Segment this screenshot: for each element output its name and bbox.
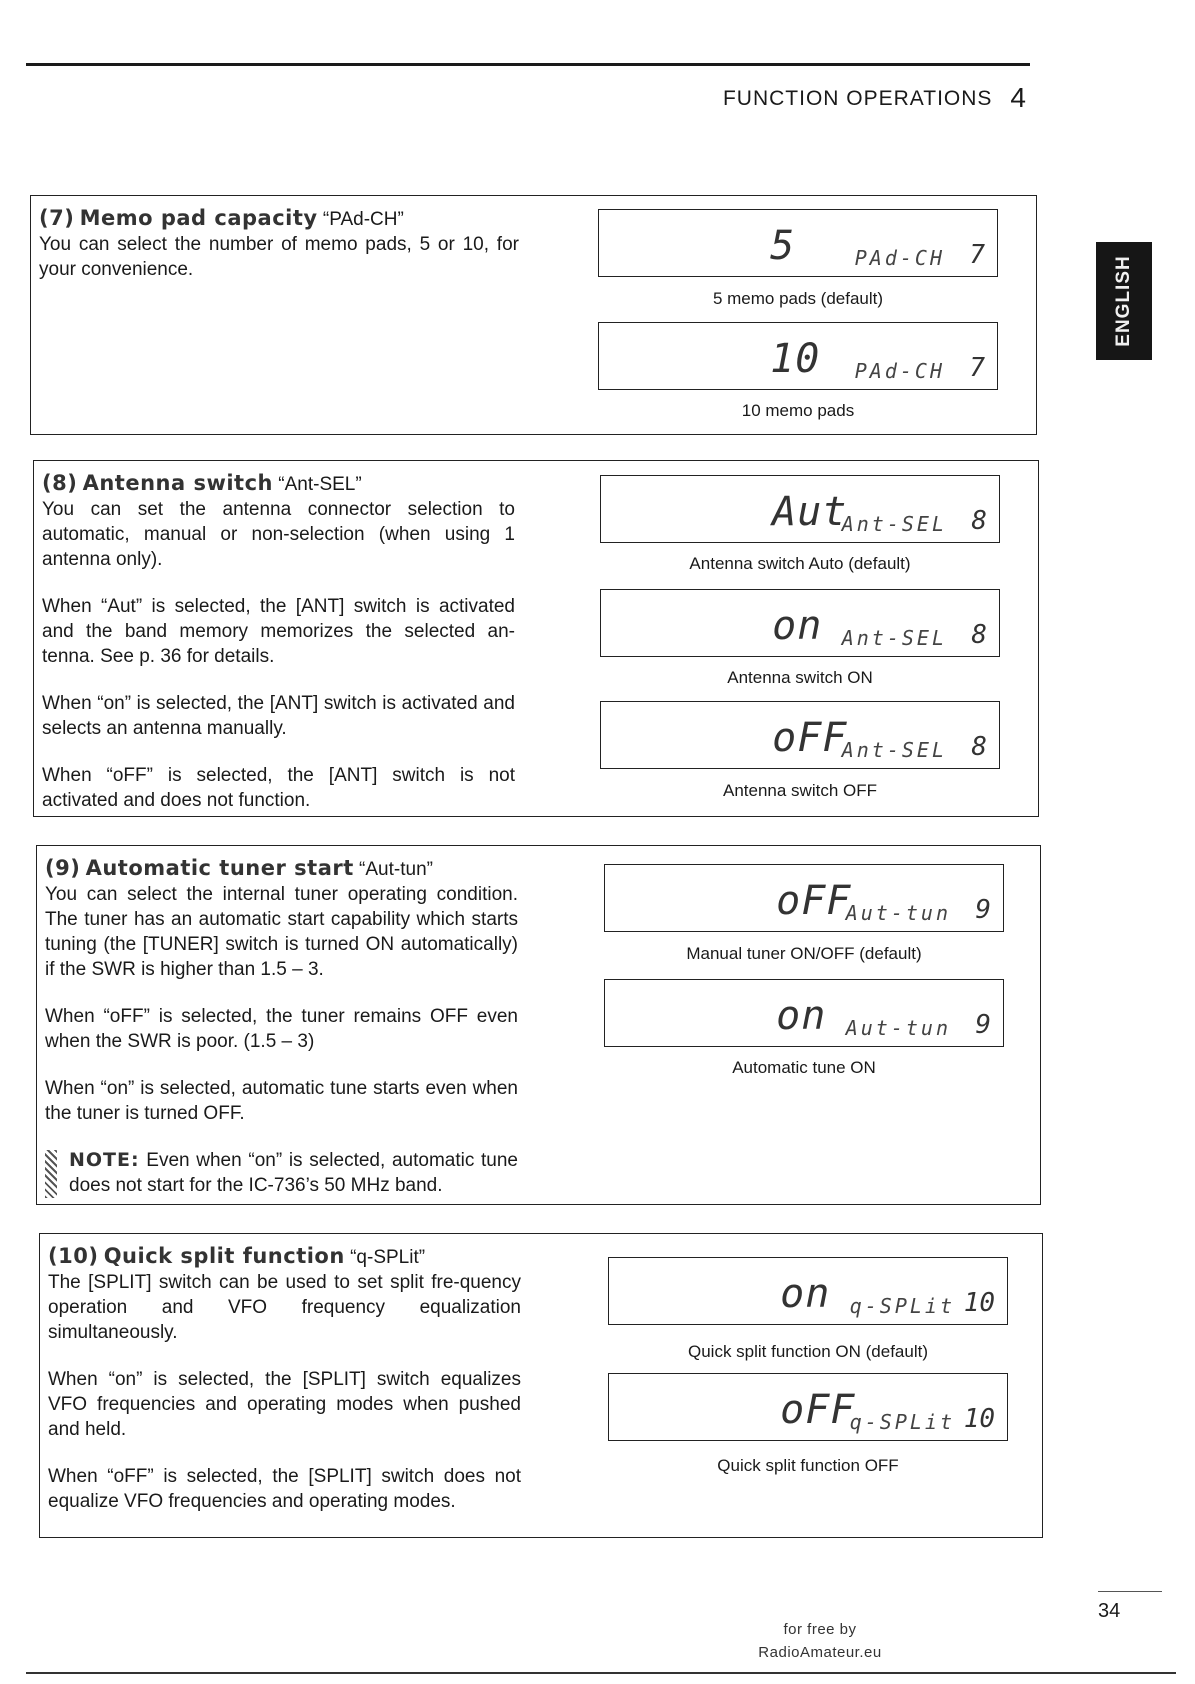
lcd-caption: Antenna switch ON <box>727 668 873 687</box>
lcd-display <box>598 209 998 277</box>
chapter-number: 4 <box>1010 82 1027 113</box>
lcd-item-name: PAd-CH <box>854 246 945 270</box>
lcd-item-name: Ant-SEL <box>841 738 947 762</box>
lcd-item-name: PAd-CH <box>854 359 945 383</box>
lcd-item-number: 8 <box>971 506 987 536</box>
lcd-item-name: Aut-tun <box>845 1016 951 1040</box>
lcd-display <box>600 475 1000 543</box>
lcd-caption: 10 memo pads <box>741 401 855 420</box>
lcd-value: oFF <box>772 715 848 761</box>
section-title: (7) Memo pad capacity “PAd-CH” <box>39 206 404 230</box>
page-header <box>723 80 1027 112</box>
lcd-caption: Antenna switch OFF <box>722 781 877 800</box>
note-marker <box>45 1150 57 1198</box>
section-antenna-switch <box>33 460 1039 817</box>
paragraph: When “on” is selected, automatic tune starts even when the tuner is turned OFF. <box>45 1078 518 1124</box>
lcd-item-name: q-SPLit <box>849 1410 955 1434</box>
lcd-item-number: 10 <box>963 1404 995 1434</box>
lcd-value: 10 <box>770 336 821 382</box>
lcd-caption: Quick split function OFF <box>717 1456 899 1475</box>
language-tab-label: ENGLISH <box>1113 255 1134 347</box>
page-number-rule <box>1098 1591 1162 1592</box>
lcd-display <box>608 1257 1008 1325</box>
section-memo-pad-capacity <box>30 195 1037 435</box>
footer <box>745 1618 895 1664</box>
lcd-value: on <box>780 1271 831 1317</box>
section-title: (8) Antenna switch “Ant-SEL” <box>42 471 362 495</box>
paragraph: The [SPLIT] switch can be used to set split fre-quency operation and VFO frequency equalization simultaneously. <box>48 1272 521 1343</box>
language-tab <box>1096 242 1152 360</box>
section-automatic-tuner-start <box>36 845 1041 1205</box>
lcd-value: oFF <box>776 878 852 924</box>
lcd-item-name: Ant-SEL <box>841 626 947 650</box>
section-title: (9) Automatic tuner start “Aut-tun” <box>45 856 433 880</box>
note-text: Even when “on” is selected, automatic tune does not start for the IC-736’s 50 MHz band. <box>69 1150 518 1196</box>
lcd-value: 5 <box>770 223 796 269</box>
paragraph: When “oFF” is selected, the [SPLIT] switch does not equalize VFO frequencies and operating modes. <box>48 1466 521 1512</box>
paragraph: You can select the number of memo pads, 5 or 10, for your convenience. <box>39 234 519 280</box>
lcd-value: on <box>776 993 827 1039</box>
page-number: 34 <box>1098 1600 1121 1622</box>
footer-link[interactable]: RadioAmateur.eu <box>758 1644 882 1661</box>
lcd-value: Aut <box>772 489 848 535</box>
lcd-caption: Manual tuner ON/OFF (default) <box>686 944 922 963</box>
paragraph: When “oFF” is selected, the tuner remains OFF even when the SWR is poor. (1.5 – 3) <box>45 1006 518 1052</box>
paragraph: You can select the internal tuner operating condition. The tuner has an automatic start capability which starts tuning (the [TUNER] switch is turned ON automatically) if the SWR is higher than 1.5 – 3. <box>45 884 518 980</box>
paragraph: When “on” is selected, the [ANT] switch is activated and selects an antenna manually. <box>42 693 515 739</box>
lcd-caption: Automatic tune ON <box>732 1058 876 1077</box>
lcd-item-name: q-SPLit <box>849 1294 955 1318</box>
paragraph: When “oFF” is selected, the [ANT] switch is not activated and does not function. <box>42 765 515 811</box>
lcd-value: oFF <box>780 1387 856 1433</box>
section-quick-split-function <box>39 1233 1043 1538</box>
paragraph: When “on” is selected, the [SPLIT] switch equalizes VFO frequencies and operating modes when pushed and held. <box>48 1369 521 1440</box>
lcd-caption: 5 memo pads (default) <box>712 289 884 308</box>
lcd-item-name: Aut-tun <box>845 901 951 925</box>
lcd-item-number: 7 <box>969 240 985 270</box>
lcd-item-number: 8 <box>971 620 987 650</box>
lcd-item-number: 9 <box>975 895 991 925</box>
lcd-display <box>608 1373 1008 1441</box>
note-label: NOTE: <box>69 1149 140 1171</box>
lcd-item-number: 9 <box>975 1010 991 1040</box>
lcd-caption: Antenna switch Auto (default) <box>689 554 911 573</box>
lcd-display <box>604 979 1004 1047</box>
lcd-caption: Quick split function ON (default) <box>688 1342 928 1361</box>
lcd-display <box>598 322 998 390</box>
lcd-display <box>604 864 1004 932</box>
paragraph: When “Aut” is selected, the [ANT] switch is activated and the band memory memorizes the selected an-tenna. See p. 36 for details. <box>42 596 515 667</box>
lcd-item-number: 7 <box>969 353 985 383</box>
header-title: FUNCTION OPERATIONS <box>722 87 993 110</box>
bottom-rule <box>26 1672 1176 1674</box>
footer-line-1: for free by <box>783 1621 857 1638</box>
lcd-display <box>600 701 1000 769</box>
paragraph: You can set the antenna connector selection to automatic, manual or non-selection (when using 1 antenna only). <box>42 499 515 570</box>
lcd-item-name: Ant-SEL <box>841 512 947 536</box>
top-rule <box>26 63 1030 66</box>
note <box>45 1148 518 1198</box>
lcd-item-number: 8 <box>971 732 987 762</box>
lcd-display <box>600 589 1000 657</box>
section-title: (10) Quick split function “q-SPLit” <box>48 1244 426 1268</box>
lcd-value: on <box>772 603 823 649</box>
lcd-item-number: 10 <box>963 1288 995 1318</box>
